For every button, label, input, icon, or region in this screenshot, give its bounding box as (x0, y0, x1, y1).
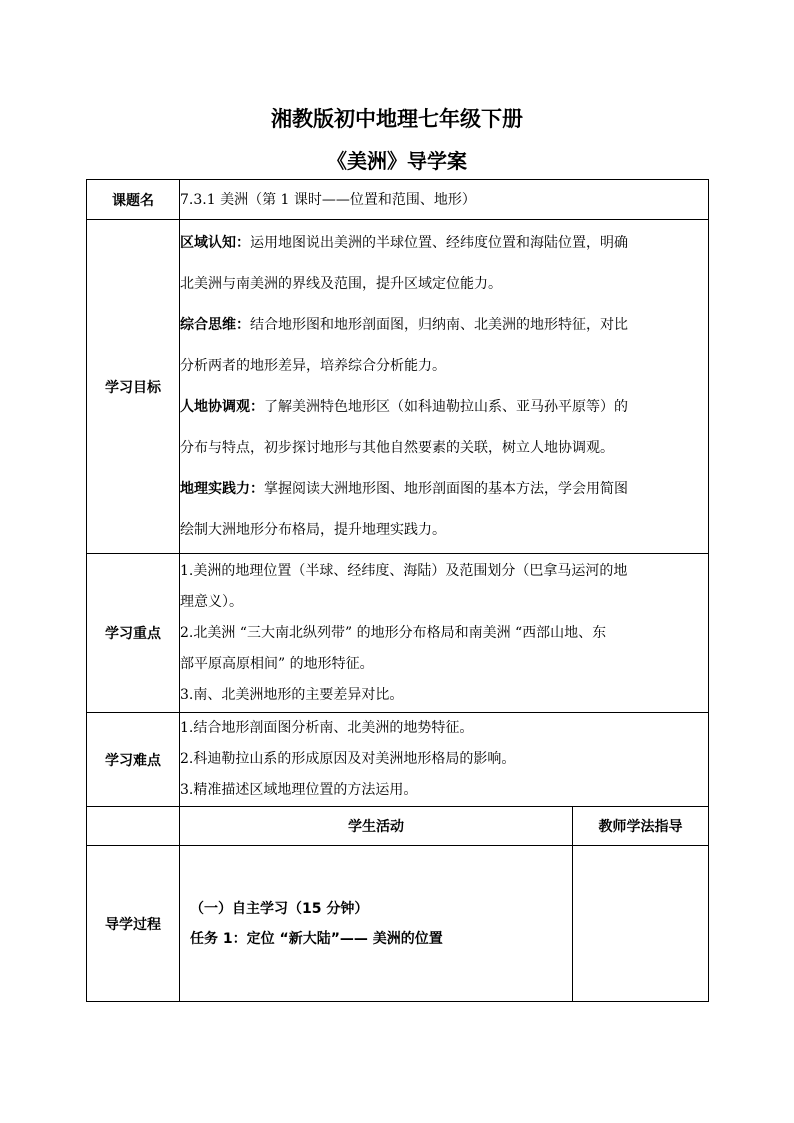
student-activity-header: 学生活动 (180, 807, 573, 846)
activity-header-row (87, 807, 709, 846)
difficult-points-content (180, 713, 709, 807)
topic-label: 课题名 (87, 180, 180, 220)
key-point-line: 部平原高原相间” 的地形特征。 (180, 655, 374, 672)
guide-process-row (87, 846, 709, 1002)
goal-3-line-1 (180, 387, 708, 428)
task-heading: 任务 1：定位 “新大陆”—— 美洲的位置 (190, 931, 443, 947)
difficult-points-row (87, 713, 709, 807)
key-point-line: 3.南、北美洲地形的主要差异对比。 (180, 686, 404, 703)
goal-1-head: 区域认知： (180, 234, 250, 251)
goal-2-line-1 (180, 305, 708, 346)
teacher-guidance-header: 教师学法指导 (573, 807, 709, 846)
key-points-row (87, 554, 709, 713)
document-subtitle: 《美洲》导学案 (327, 149, 467, 173)
topic-row (87, 180, 709, 220)
key-points-label: 学习重点 (87, 554, 180, 713)
key-point-line: 1.美洲的地理位置（半球、经纬度、海陆）及范围划分（巴拿马运河的地 (180, 562, 628, 579)
lesson-plan-table (86, 179, 709, 1002)
goal-4-head: 地理实践力： (180, 480, 264, 497)
guide-process-label: 导学过程 (87, 846, 180, 1002)
section-heading: （一）自主学习（15 分钟） (190, 901, 369, 917)
goal-1-line-2: 北美洲与南美洲的界线及范围，提升区域定位能力。 (180, 275, 502, 292)
topic-value (180, 180, 709, 220)
goal-3-line-2: 分布与特点，初步探讨地形与其他自然要素的关联，树立人地协调观。 (180, 439, 614, 456)
goal-4-text: 掌握阅读大洲地形图、地形剖面图的基本方法，学会用简图 (264, 480, 628, 497)
goal-2-line-2: 分析两者的地形差异，培养综合分析能力。 (180, 357, 446, 374)
goals-content (180, 220, 709, 554)
empty-header-cell (87, 807, 180, 846)
goal-2-text: 结合地形图和地形剖面图，归纳南、北美洲的地形特征，对比 (250, 316, 628, 333)
difficult-points-label: 学习难点 (87, 713, 180, 807)
student-activity-cell (180, 846, 573, 1002)
difficult-point-line: 2.科迪勒拉山系的形成原因及对美洲地形格局的影响。 (180, 751, 516, 767)
goal-1-line-1 (180, 223, 708, 264)
goal-4-line-2: 绘制大洲地形分布格局，提升地理实践力。 (180, 521, 446, 538)
goal-4-line-1 (180, 469, 708, 510)
key-points-content (180, 554, 709, 713)
topic-text: 7.3.1 美洲（第 1 课时——位置和范围、地形） (180, 191, 476, 208)
goals-row (87, 220, 709, 554)
goal-1-text: 运用地图说出美洲的半球位置、经纬度位置和海陆位置，明确 (250, 234, 628, 251)
key-point-line: 理意义）。 (180, 593, 243, 610)
document-title: 湘教版初中地理七年级下册 (271, 107, 523, 131)
difficult-point-line: 3.精准描述区域地理位置的方法运用。 (180, 782, 418, 798)
goals-label: 学习目标 (87, 220, 180, 554)
goal-3-text: 了解美洲特色地形区（如科迪勒拉山系、亚马孙平原等）的 (264, 398, 628, 415)
difficult-point-line: 1.结合地形剖面图分析南、北美洲的地势特征。 (180, 720, 474, 736)
goal-3-head: 人地协调观： (180, 398, 264, 415)
goal-2-head: 综合思维： (180, 316, 250, 333)
key-point-line: 2.北美洲 “三大南北纵列带” 的地形分布格局和南美洲 “西部山地、东 (180, 624, 607, 641)
teacher-guidance-cell (573, 846, 709, 1002)
